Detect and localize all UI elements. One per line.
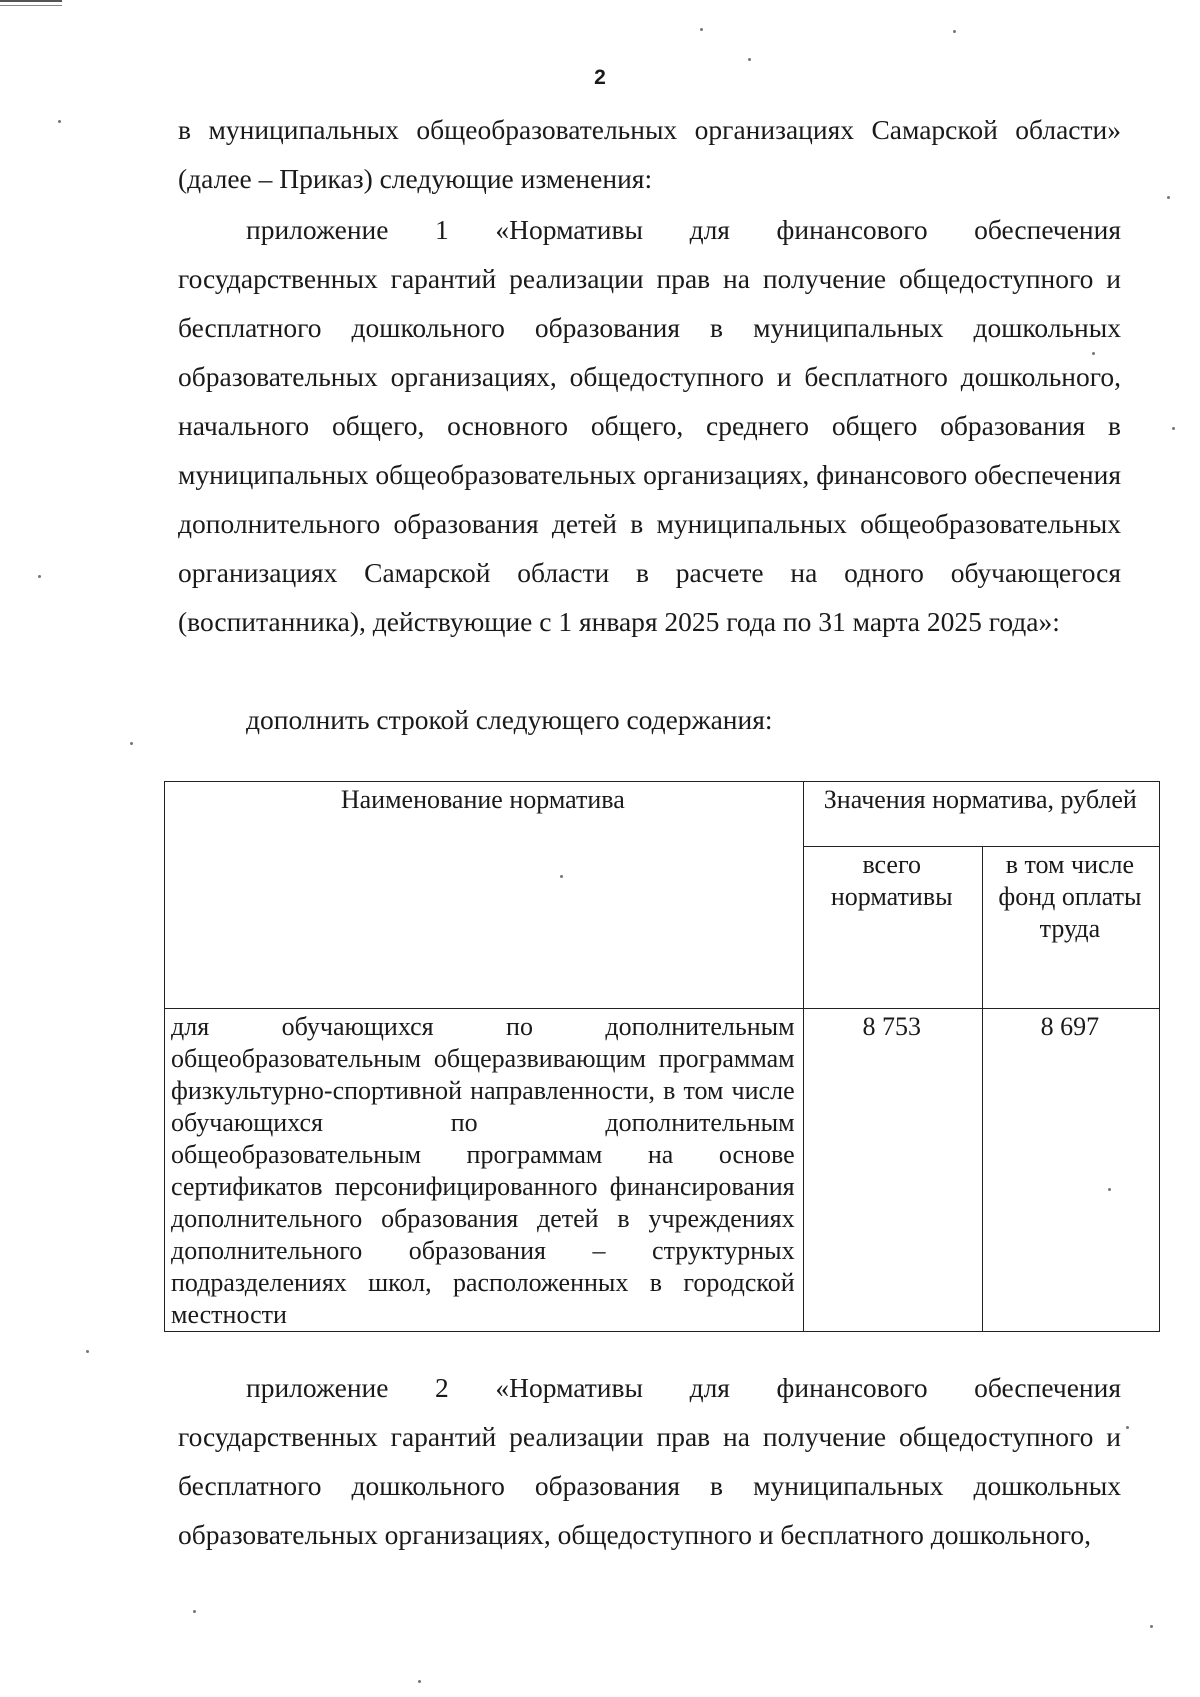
scan-speck bbox=[1126, 1426, 1129, 1429]
header-total-norms: всего нормативы bbox=[803, 847, 982, 1009]
scan-speck bbox=[38, 575, 41, 578]
intro-line-1: в муниципальных общеобразовательных организациях Самарской области» bbox=[178, 114, 1121, 145]
header-wage-fund: в том числе фонд оплаты труда bbox=[982, 847, 1159, 1009]
table-row bbox=[165, 1009, 1160, 1332]
scan-speck bbox=[58, 120, 61, 123]
appendix-1-paragraph bbox=[178, 205, 1121, 646]
appendix-2-text: приложение 2 «Нормативы для финансового обеспечения государственных гарантий реализации прав на получение общедоступного и бесплатного дошкольного образования в муниципальных дошкольных образовательных организациях, общедоступного и бесплатного дошкольного, bbox=[178, 1372, 1121, 1550]
scan-speck bbox=[418, 1680, 421, 1683]
scan-speck bbox=[1092, 352, 1095, 355]
scan-speck bbox=[953, 30, 956, 33]
scan-speck bbox=[1172, 427, 1175, 430]
header-norm-name: Наименование норматива bbox=[165, 782, 804, 1009]
scan-speck bbox=[1108, 1188, 1111, 1191]
scan-speck bbox=[130, 742, 133, 745]
norms-table bbox=[164, 781, 1160, 1332]
page-number: 2 bbox=[594, 66, 606, 89]
scan-speck bbox=[1150, 1625, 1153, 1628]
table-header-row bbox=[165, 782, 1160, 847]
scan-speck bbox=[560, 875, 563, 878]
scan-speck bbox=[748, 58, 751, 61]
add-line-instruction: дополнить строкой следующего содержания: bbox=[246, 704, 773, 735]
appendix-1-text: приложение 1 «Нормативы для финансового обеспечения государственных гарантий реализации прав на получение общедоступного и бесплатного дошкольного образования в муниципальных дошкольных образовательных организациях, общедоступного и бесплатного дошкольного, начального общего, основного общего, среднего общего образования в муниципальных общеобразовательных организациях, финансового обеспечения дополнительного образования детей в муниципальных общеобразовательных организациях Самарской области в расчете на одного обучающегося (воспитанника), действующие с 1 января 2025 года по 31 марта 2025 года»: bbox=[178, 214, 1121, 637]
intro-paragraph bbox=[178, 105, 1121, 203]
scan-corner-mark bbox=[0, 0, 62, 6]
scan-speck bbox=[193, 1610, 196, 1613]
intro-line-2: (далее – Приказ) следующие изменения: bbox=[178, 163, 653, 194]
row-total-value: 8 753 bbox=[803, 1009, 982, 1332]
header-norm-values: Значения норматива, рублей bbox=[803, 782, 1159, 847]
row-norm-name: для обучающихся по дополнительным общеобразовательным общеразвивающим программам физкультурно-спортивной направленности, в том числе обучающихся по дополнительным общеобразовательным программам на основе сертификатов персонифицированного финансирования дополнительного образования детей в учреждениях дополнительного образования – структурных подразделениях школ, расположенных в городской местности bbox=[165, 1009, 804, 1332]
appendix-2-paragraph bbox=[178, 1363, 1121, 1559]
scan-speck bbox=[1167, 196, 1170, 199]
row-wage-value: 8 697 bbox=[982, 1009, 1159, 1332]
scan-speck bbox=[700, 28, 703, 31]
scan-speck bbox=[86, 1350, 89, 1353]
